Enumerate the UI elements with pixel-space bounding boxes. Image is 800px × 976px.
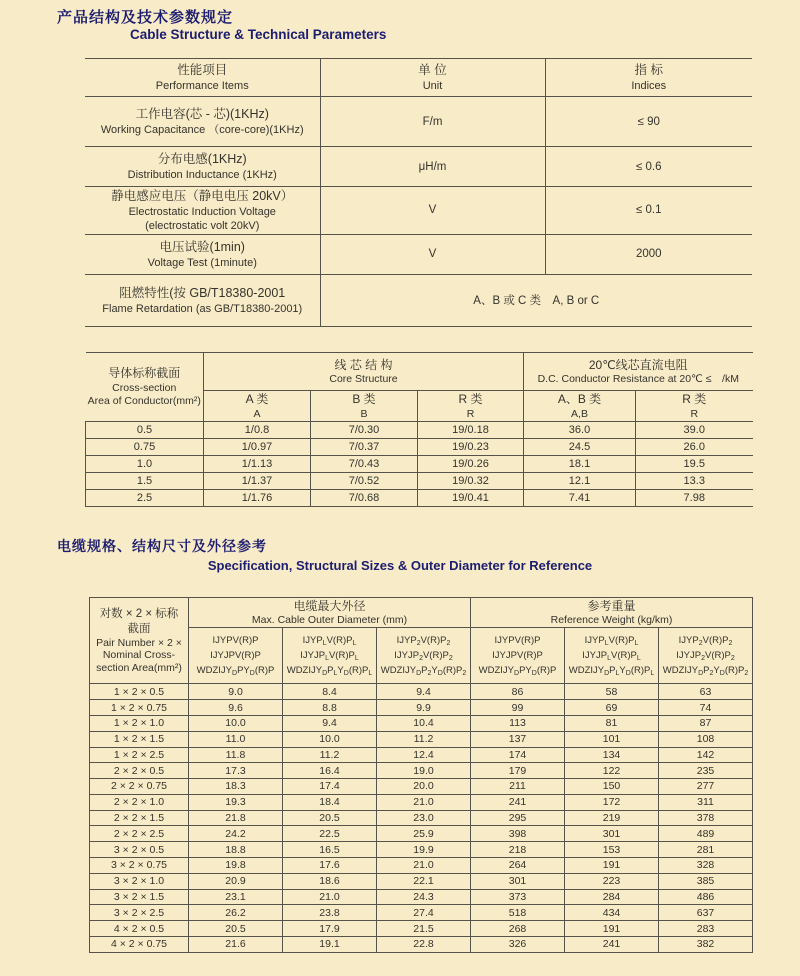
cell: 16.4 [283, 763, 377, 779]
cell: 26.2 [189, 905, 283, 921]
cell: 385 [659, 873, 753, 889]
subheader-label-en: A [253, 407, 261, 420]
cell: 7.41 [524, 489, 636, 506]
cable-type-line: $WDZIJY_DP_2Y_D(R)P_2$ [662, 665, 749, 678]
subheader-cable-types-4 [471, 628, 565, 684]
header-label-en3: section Area(mm²) [96, 661, 182, 674]
cable-type-line: $WDZIJY_DPY_D(R)P$ [196, 665, 275, 678]
header-label-en: Indices [631, 80, 667, 93]
cable-type-line: $IJYP_LV(R)P_L$ [302, 635, 357, 648]
cell: 1 × 2 × 1.0 [90, 715, 189, 731]
cell: 134 [565, 747, 659, 763]
cell: 87 [659, 715, 753, 731]
cell: 218 [471, 842, 565, 858]
cell: 23.0 [377, 810, 471, 826]
cell: 20.9 [189, 873, 283, 889]
cell: 23.1 [189, 889, 283, 905]
cable-type-line: $IJYJP_2V(R)P_2$ [394, 650, 453, 663]
cell: 20.5 [283, 810, 377, 826]
index-cell: ≤ 0.6 [545, 147, 752, 187]
unit-cell: V [320, 234, 545, 274]
cell: 3 × 2 × 1.0 [90, 873, 189, 889]
cell: 13.3 [636, 472, 753, 489]
cell: 17.4 [283, 779, 377, 795]
cell: 58 [565, 684, 659, 700]
table-row [90, 779, 753, 795]
cell: 7.98 [636, 489, 753, 506]
cell: 63 [659, 684, 753, 700]
cell: 19/0.18 [418, 421, 524, 438]
cell: 1 × 2 × 0.75 [90, 700, 189, 716]
subheader-class-r [418, 391, 524, 422]
cell: 1/1.76 [204, 489, 311, 506]
cell: 179 [471, 763, 565, 779]
cell: 19.9 [377, 842, 471, 858]
cell: 1.0 [86, 455, 204, 472]
cell: 7/0.52 [311, 472, 418, 489]
cell: 12.4 [377, 747, 471, 763]
item-label-zh: 电压试验(1min) [159, 240, 245, 254]
cell: 398 [471, 826, 565, 842]
cell: 108 [659, 731, 753, 747]
cell: 0.75 [86, 438, 204, 455]
cell: 9.6 [189, 700, 283, 716]
cell: 17.9 [283, 921, 377, 937]
cell: 18.3 [189, 779, 283, 795]
cell: 16.5 [283, 842, 377, 858]
header-performance-items [85, 59, 320, 97]
header-label-zh: 单 位 [418, 63, 447, 78]
cable-type-line: $IJYP_LV(R)P_L$ [584, 635, 639, 648]
cell: 21.6 [189, 937, 283, 953]
cell: 2 × 2 × 0.75 [90, 779, 189, 795]
header-pair-number [90, 598, 189, 684]
cell: 20.5 [189, 921, 283, 937]
subheader-label-zh: A 类 [245, 392, 269, 406]
subheader-cable-types-1 [189, 628, 283, 684]
cell: 283 [659, 921, 753, 937]
item-electrostatic-induction-voltage [85, 187, 320, 235]
header-label-en2: Nominal Cross- [102, 649, 176, 662]
cell: 373 [471, 889, 565, 905]
table-header-row [85, 59, 752, 97]
table-row [90, 747, 753, 763]
cell: 11.2 [283, 747, 377, 763]
cell: 4 × 2 × 0.5 [90, 921, 189, 937]
subheader-class-r2 [636, 391, 753, 422]
cell: 1/1.13 [204, 455, 311, 472]
table-row [90, 858, 753, 874]
header-label-en: Unit [422, 80, 443, 93]
subheader-label-zh: B 类 [352, 392, 376, 406]
subheader-label-zh: R 类 [458, 392, 483, 406]
header-cross-section [86, 353, 204, 422]
table-row [90, 921, 753, 937]
subheader-label-zh: R 类 [682, 392, 707, 406]
cable-type-line: IJYJPV(R)P [492, 650, 543, 662]
cell: 137 [471, 731, 565, 747]
cell: 21.0 [377, 858, 471, 874]
cell: 21.0 [377, 794, 471, 810]
cell: 36.0 [524, 421, 636, 438]
cell: 99 [471, 700, 565, 716]
header-label-en: Reference Weight (kg/km) [550, 614, 673, 627]
cell: 19.0 [377, 763, 471, 779]
unit-cell: V [320, 187, 545, 235]
cell: 10.4 [377, 715, 471, 731]
cell: 235 [659, 763, 753, 779]
header-label-en: Core Structure [329, 373, 398, 386]
cell: 1/0.97 [204, 438, 311, 455]
table-row [86, 438, 753, 455]
item-distribution-inductance [85, 147, 320, 187]
subheader-class-a [204, 391, 311, 422]
table-row [85, 147, 752, 187]
table-row [86, 421, 753, 438]
cell: 27.4 [377, 905, 471, 921]
cell: 9.0 [189, 684, 283, 700]
table-row [90, 700, 753, 716]
header-label-zh: 电缆最大外径 [293, 599, 366, 613]
table-row [90, 794, 753, 810]
cell: 122 [565, 763, 659, 779]
table-row [90, 905, 753, 921]
table-row [85, 187, 752, 235]
header-label-zh: 参考重量 [587, 599, 636, 613]
specification-table [89, 597, 753, 953]
cell: 9.4 [283, 715, 377, 731]
cell: 21.0 [283, 889, 377, 905]
cell: 1.5 [86, 472, 204, 489]
cell: 2 × 2 × 1.0 [90, 794, 189, 810]
item-label-en: Electrostatic Induction Voltage [128, 206, 276, 219]
table-row [90, 763, 753, 779]
subheader-class-b [311, 391, 418, 422]
cell: 1/0.8 [204, 421, 311, 438]
cell: 24.2 [189, 826, 283, 842]
cable-type-line: IJYPV(R)P [212, 635, 259, 647]
cell: 12.1 [524, 472, 636, 489]
cell: 11.0 [189, 731, 283, 747]
cell: 378 [659, 810, 753, 826]
cell: 1 × 2 × 1.5 [90, 731, 189, 747]
cell: 19.3 [189, 794, 283, 810]
header-label-en: Performance Items [155, 80, 249, 93]
header-reference-weight [471, 598, 753, 628]
cell: 18.4 [283, 794, 377, 810]
header-label-en: Pair Number × 2 × [96, 636, 182, 649]
cable-type-line: $WDZIJY_DP_LY_D(R)P_L$ [286, 665, 373, 678]
header-label-en: D.C. Conductor Resistance at 20℃ ≤ /kM [537, 373, 739, 386]
section2-title-zh: 电缆规格、结构尺寸及外径参考 [57, 538, 267, 554]
cell: 19/0.41 [418, 489, 524, 506]
table-row [90, 873, 753, 889]
table-header-row [90, 598, 753, 628]
cable-type-line: $IJYP_2V(R)P_2$ [678, 635, 733, 648]
cell: 0.5 [86, 421, 204, 438]
unit-cell: μH/m [320, 147, 545, 187]
subheader-label-zh: A、B 类 [557, 392, 602, 406]
cell: 7/0.37 [311, 438, 418, 455]
cell: 86 [471, 684, 565, 700]
cable-type-line: IJYJPV(R)P [210, 650, 261, 662]
cell: 174 [471, 747, 565, 763]
header-label-en: Cross-section [112, 382, 177, 395]
header-label-en2: Area of Conductor(mm²) [87, 395, 201, 408]
cell: 311 [659, 794, 753, 810]
subheader-label-en: B [360, 407, 368, 420]
cell: 489 [659, 826, 753, 842]
cell: 10.0 [283, 731, 377, 747]
section1-title-zh: 产品结构及技术参数规定 [57, 9, 234, 26]
header-label-en: Max. Cable Outer Diameter (mm) [251, 614, 408, 627]
header-label-zh: 指 标 [634, 63, 663, 78]
cable-type-line: $IJYP_2V(R)P_2$ [396, 635, 451, 648]
cell: 22.1 [377, 873, 471, 889]
header-label-zh: 对数 × 2 × 标称 [99, 607, 179, 620]
header-label-zh: 20℃线芯直流电阻 [588, 357, 688, 372]
cell: 191 [565, 858, 659, 874]
cell: 264 [471, 858, 565, 874]
header-indices [545, 59, 752, 97]
table-row [85, 274, 752, 326]
cell: 150 [565, 779, 659, 795]
cell: 18.6 [283, 873, 377, 889]
table-row [90, 684, 753, 700]
cell: 2 × 2 × 1.5 [90, 810, 189, 826]
item-voltage-test [85, 234, 320, 274]
cell: 153 [565, 842, 659, 858]
cell: 17.6 [283, 858, 377, 874]
cell: 241 [471, 794, 565, 810]
cell: 10.0 [189, 715, 283, 731]
cell: 19.1 [283, 937, 377, 953]
table-row [86, 489, 753, 506]
cell: 11.8 [189, 747, 283, 763]
subheader-cable-types-2 [283, 628, 377, 684]
cell: 7/0.30 [311, 421, 418, 438]
cell: 1 × 2 × 0.5 [90, 684, 189, 700]
index-cell: 2000 [545, 234, 752, 274]
index-cell: ≤ 0.1 [545, 187, 752, 235]
item-label-en2: (electrostatic volt 20kV) [145, 220, 260, 233]
cell: 518 [471, 905, 565, 921]
cell: 22.8 [377, 937, 471, 953]
subheader-label-en: R [466, 407, 475, 420]
item-label-zh: 静电感应电压（静电电压 20kV） [111, 189, 294, 203]
cell: 3 × 2 × 0.5 [90, 842, 189, 858]
header-core-structure [204, 353, 524, 391]
cell: 19/0.26 [418, 455, 524, 472]
cell: 281 [659, 842, 753, 858]
cable-type-line: $IJYJP_LV(R)P_L$ [300, 650, 359, 663]
table-row [86, 472, 753, 489]
table-row [90, 842, 753, 858]
cell: 24.3 [377, 889, 471, 905]
cell: 211 [471, 779, 565, 795]
performance-table [85, 58, 752, 327]
cell: 17.3 [189, 763, 283, 779]
item-label-zh: 分布电感(1KHz) [157, 152, 247, 167]
cell: 113 [471, 715, 565, 731]
cell: 486 [659, 889, 753, 905]
cell: 23.8 [283, 905, 377, 921]
cell: 7/0.43 [311, 455, 418, 472]
cell: 326 [471, 937, 565, 953]
spec-table-body [90, 684, 753, 953]
cell: 223 [565, 873, 659, 889]
cell: 101 [565, 731, 659, 747]
cable-type-line: $WDZIJY_DP_2Y_D(R)P_2$ [380, 665, 467, 678]
cell: 19.8 [189, 858, 283, 874]
cell: 268 [471, 921, 565, 937]
cell: 219 [565, 810, 659, 826]
cell: 2.5 [86, 489, 204, 506]
header-max-outer-diameter [189, 598, 471, 628]
header-dc-resistance [524, 353, 753, 391]
item-label-en: Voltage Test (1minute) [147, 257, 257, 270]
cell: 434 [565, 905, 659, 921]
subheader-cable-types-3 [377, 628, 471, 684]
cell: 382 [659, 937, 753, 953]
item-working-capacitance [85, 97, 320, 147]
subheader-label-en: A,B [571, 407, 588, 420]
cable-type-line: IJYPV(R)P [494, 635, 541, 647]
cell: 19/0.32 [418, 472, 524, 489]
subheader-cable-types-5 [565, 628, 659, 684]
cell: 1/1.37 [204, 472, 311, 489]
cell: 20.0 [377, 779, 471, 795]
table-row [90, 715, 753, 731]
cell: 25.9 [377, 826, 471, 842]
table-subheader-row [90, 628, 753, 684]
cell: 8.8 [283, 700, 377, 716]
cell: 1 × 2 × 2.5 [90, 747, 189, 763]
cell: 328 [659, 858, 753, 874]
conductor-table [85, 352, 753, 507]
item-label-en: Working Capacitance （core-core)(1KHz) [100, 124, 304, 137]
item-flame-retardation [85, 274, 320, 326]
table-row [90, 826, 753, 842]
cell: 7/0.68 [311, 489, 418, 506]
cell: 74 [659, 700, 753, 716]
header-label-zh: 导体标称截面 [108, 366, 181, 381]
cell: 277 [659, 779, 753, 795]
cell: 11.2 [377, 731, 471, 747]
table-row [90, 937, 753, 953]
cell: 24.5 [524, 438, 636, 455]
cell: 2 × 2 × 0.5 [90, 763, 189, 779]
item-label-zh: 阻燃特性(按 GB/T18380-2001 [119, 286, 286, 300]
cable-type-line: $IJYJP_2V(R)P_2$ [676, 650, 735, 663]
table-row [90, 810, 753, 826]
item-label-zh: 工作电容(芯 - 芯)(1KHz) [135, 107, 269, 122]
cell: 81 [565, 715, 659, 731]
cell: 19.5 [636, 455, 753, 472]
cell: 301 [565, 826, 659, 842]
cell: 2 × 2 × 2.5 [90, 826, 189, 842]
cable-type-line: $IJYJP_LV(R)P_L$ [582, 650, 641, 663]
subheader-label-en: R [690, 407, 699, 420]
cable-type-line: $WDZIJY_DPY_D(R)P$ [478, 665, 557, 678]
cell: 637 [659, 905, 753, 921]
cell: 8.4 [283, 684, 377, 700]
cell: 18.8 [189, 842, 283, 858]
header-label-zh: 线 芯 结 构 [334, 357, 393, 372]
unit-cell: F/m [320, 97, 545, 147]
cell: 9.4 [377, 684, 471, 700]
table-header-row [86, 353, 753, 391]
cell: 21.8 [189, 810, 283, 826]
item-label-en: Flame Retardation (as GB/T18380-2001) [102, 303, 303, 316]
cell: 142 [659, 747, 753, 763]
cell: 284 [565, 889, 659, 905]
cell: 9.9 [377, 700, 471, 716]
table-row [85, 97, 752, 147]
header-unit [320, 59, 545, 97]
table-row [90, 731, 753, 747]
cell: 241 [565, 937, 659, 953]
index-cell-merged: A、B 或 C 类 A, B or C [320, 274, 752, 326]
section2-title-en: Specification, Structural Sizes & Outer Diameter for Reference [207, 558, 593, 573]
subheader-cable-types-6 [659, 628, 753, 684]
subheader-class-ab [524, 391, 636, 422]
cell: 172 [565, 794, 659, 810]
table-row [86, 455, 753, 472]
index-cell: ≤ 90 [545, 97, 752, 147]
section1-title-en: Cable Structure & Technical Parameters [130, 27, 387, 42]
cell: 19/0.23 [418, 438, 524, 455]
cable-type-line: $WDZIJY_DP_LY_D(R)P_L$ [568, 665, 655, 678]
cell: 3 × 2 × 0.75 [90, 858, 189, 874]
table-row [90, 889, 753, 905]
cell: 301 [471, 873, 565, 889]
header-label-zh2: 截面 [127, 622, 151, 635]
item-label-en: Distribution Inductance (1KHz) [127, 169, 277, 182]
cell: 18.1 [524, 455, 636, 472]
cell: 295 [471, 810, 565, 826]
cell: 3 × 2 × 1.5 [90, 889, 189, 905]
table-row [85, 234, 752, 274]
cell: 4 × 2 × 0.75 [90, 937, 189, 953]
header-label-zh: 性能项目 [177, 63, 228, 78]
cell: 21.5 [377, 921, 471, 937]
cell: 3 × 2 × 2.5 [90, 905, 189, 921]
cell: 22.5 [283, 826, 377, 842]
cell: 39.0 [636, 421, 753, 438]
cell: 69 [565, 700, 659, 716]
cell: 191 [565, 921, 659, 937]
cell: 26.0 [636, 438, 753, 455]
